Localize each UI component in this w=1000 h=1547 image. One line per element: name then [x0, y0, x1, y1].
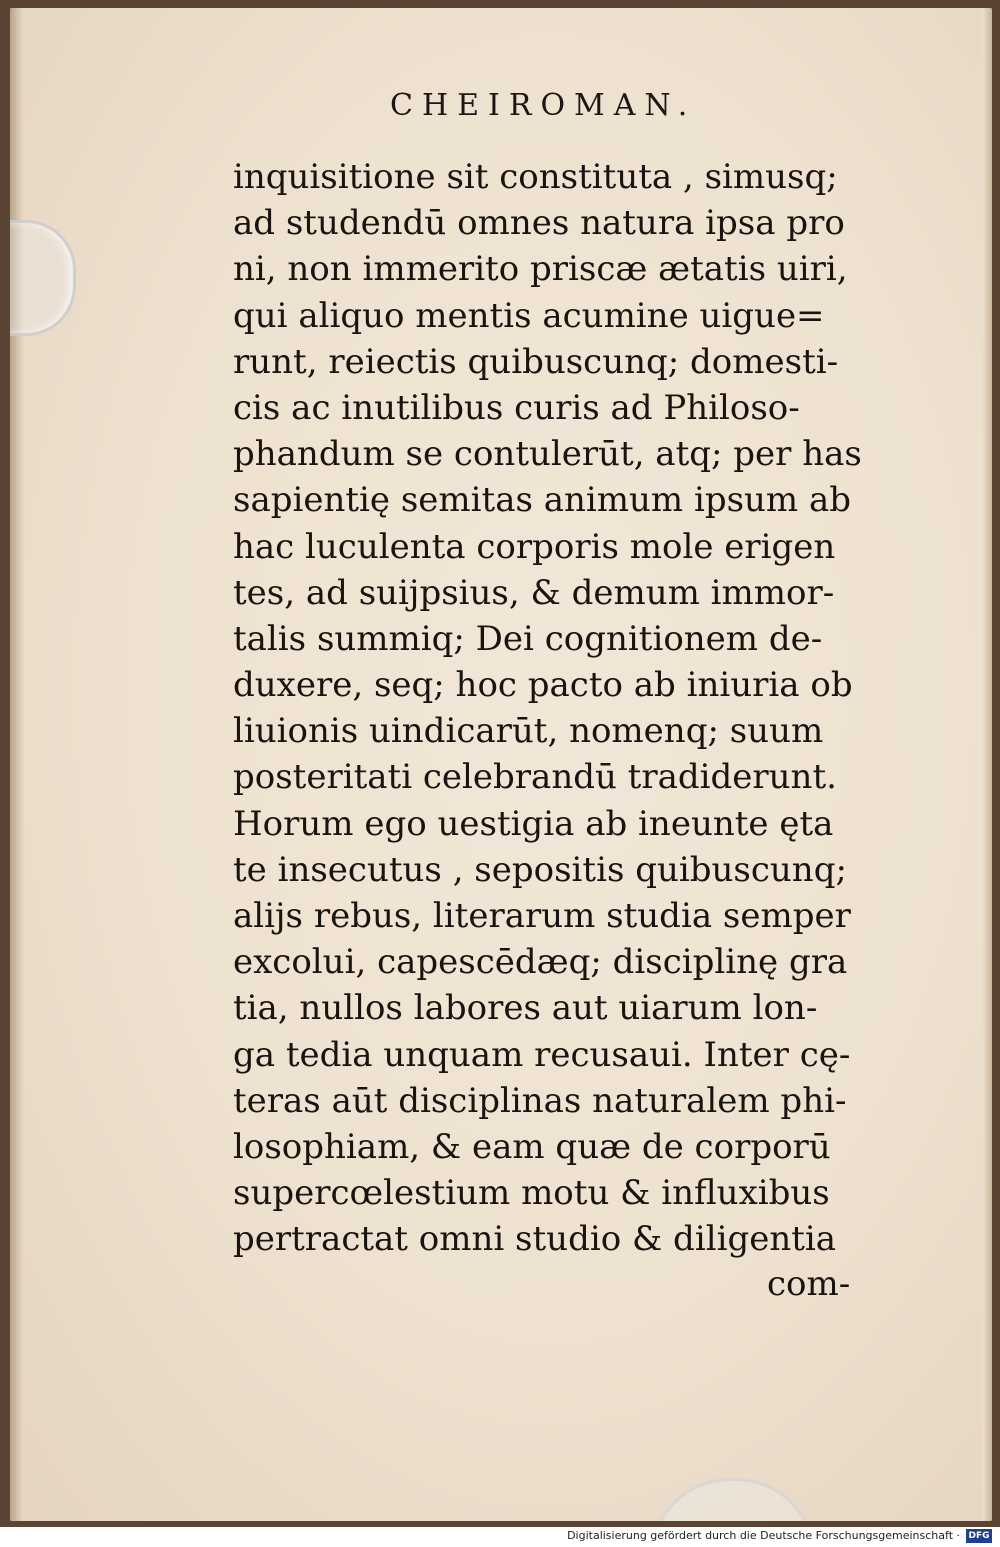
- text-line: alijs rebus, literarum studia semper: [233, 896, 851, 936]
- text-line: qui aliquo mentis acumine uigue=: [233, 295, 825, 336]
- text-line: posteritati celebrandū tradiderunt.: [233, 757, 837, 798]
- page-clip-top: [10, 220, 76, 336]
- text-line: hac luculenta corporis mole erigen: [233, 526, 836, 567]
- text-line: cis ac inutilibus curis ad Philoso-: [233, 387, 800, 428]
- text-line: pertractat omni studio & diligentia: [233, 1219, 837, 1260]
- text-line: supercœlestium motu & influxibus: [233, 1173, 830, 1214]
- text-line: Horum ego uestigia ab ineunte ęta: [233, 803, 834, 844]
- text-line: ga tedia unquam recusaui. Inter cę-: [233, 1034, 851, 1075]
- text-line: duxere, seq; hoc pacto ab iniuria ob: [233, 665, 853, 706]
- text-line: te insecutus , sepositis quibuscunq;: [233, 849, 847, 890]
- catchword: com-: [767, 1264, 851, 1304]
- page-outer-edge: [982, 8, 992, 1521]
- text-line: ni, non immerito priscæ ætatis uiri,: [233, 249, 848, 290]
- text-line: excolui, capescēdæq; disciplinę gra: [233, 942, 848, 983]
- text-line: phandum se contulerūt, atq; per has: [233, 434, 862, 475]
- text-line: sapientię semitas animum ipsum ab: [233, 480, 852, 521]
- funding-credit: Digitalisierung gefördert durch die Deutsche Forschungsgemeinschaft ·: [567, 1529, 960, 1542]
- running-head: CHEIROMAN.: [390, 88, 697, 123]
- credit-bar: [0, 1527, 1000, 1547]
- text-line: talis summiq; Dei cognitionem de-: [233, 618, 823, 659]
- text-line: tes, ad suijpsius, & demum immor-: [233, 572, 835, 613]
- body-text: [233, 154, 883, 1263]
- text-line: teras aūt disciplinas naturalem phi-: [233, 1080, 847, 1121]
- book-page: [10, 8, 992, 1521]
- text-line: tia, nullos labores aut uiarum lon-: [233, 988, 818, 1029]
- text-line: liuionis uindicarūt, nomenq; suum: [233, 711, 824, 752]
- text-line: inquisitione sit constituta , simusq;: [233, 157, 838, 197]
- text-line: ad studendū omnes natura ipsa pro: [233, 203, 845, 244]
- text-line: runt, reiectis quibuscunq; domesti-: [233, 341, 839, 382]
- text-line: losophiam, & eam quæ de corporū: [233, 1126, 831, 1167]
- page-clip-bottom: [650, 1478, 816, 1521]
- dfg-logo-icon: DFG: [966, 1529, 992, 1543]
